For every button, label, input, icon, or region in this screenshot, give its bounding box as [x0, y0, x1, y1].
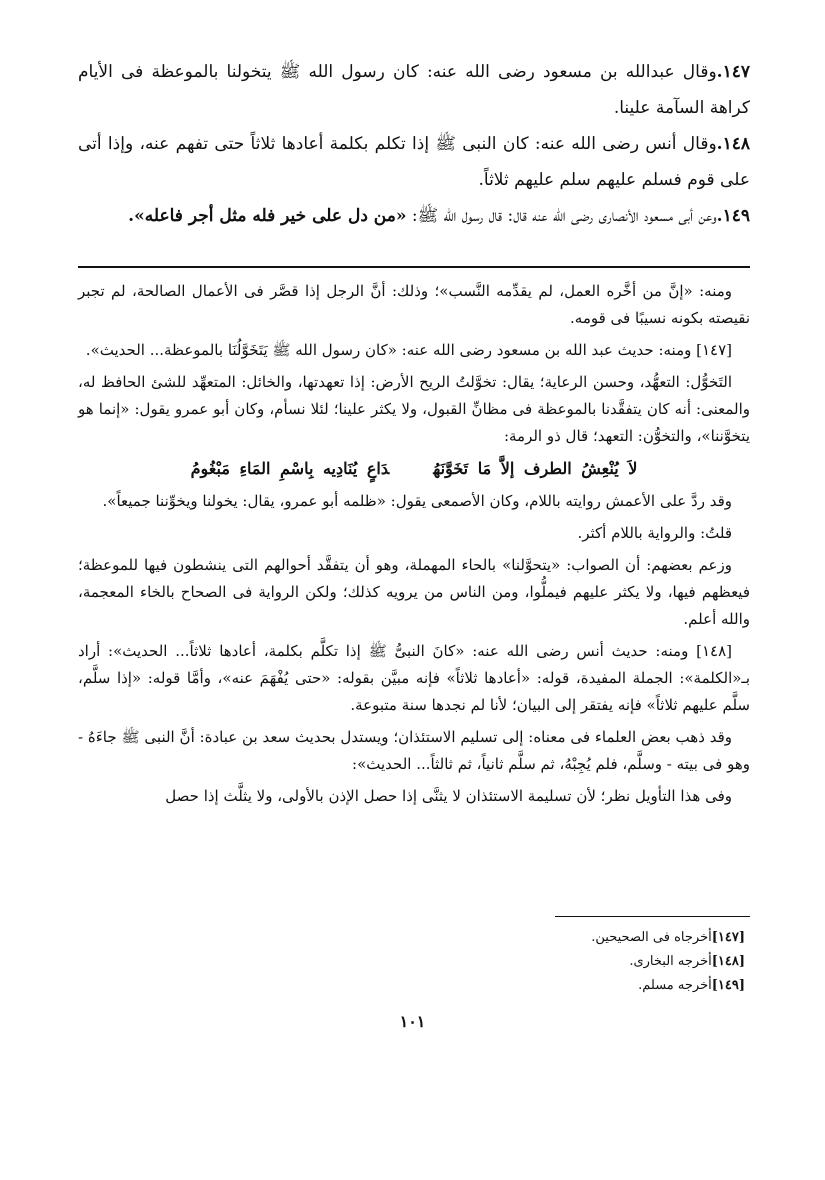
footnote-number: [١٤٩]	[711, 978, 745, 993]
commentary-paragraph: وقد ذهب بعض العلماء فى معناه: إلى تسليم الاستئذان؛ ويستدل بحديث سعد بن عبادة: أنَّ النبى ﷺ جاءَهُ - وهو فى بيته - وسلَّم، فلم يُجِبْهُ، ثم سلَّم ثانياً، ثم ثالثاً... الحديث»:	[78, 728, 750, 773]
poetry-verse	[78, 455, 750, 482]
commentary-paragraph: وزعم بعضهم: أن الصواب: «يتحوَّلنا» بالحاء المهملة، وهو أن يتفقَّد أحوالهم التى ينشطون فيها للموعظة؛ فيعظهم فيها، ولا يكثر عليهم فيملُّوا، ومن الناس من يرويه كذلك؛ ولكن الرواية فى الصحاح بالخاء المعجمة، والله أعلم.	[78, 556, 750, 628]
hadith-text: وعن أبى مسعود الأنصارى رضى الله عنه قال: قال رسول الله ﷺ:	[411, 206, 717, 226]
section-divider	[78, 266, 750, 268]
verse-first-hemistich: لاَ يُنْعِشُ الطرف إلاَّ مَا تَخَوَّنَهُ	[433, 459, 638, 478]
footnote-item	[445, 926, 745, 950]
footnote-text: أخرجاه فى الصحيحين.	[591, 930, 712, 945]
verse-second-hemistich: دَاعٍ يُنَادِيه بِاسْمِ المَاءِ مَبْغُومُ	[190, 459, 390, 478]
commentary-paragraph: وقد ردَّ على الأعمش روايته باللام، وكان الأصمعى يقول: «ظلمه أبو عمرو، يقال: يخولنا ويخوِّننا جميعاً».	[102, 492, 732, 510]
footnote-item	[445, 974, 745, 998]
footnote-item	[445, 950, 745, 974]
commentary-paragraph: قلتُ: والرواية باللام أكثر.	[577, 524, 732, 542]
hadith-number: ١٤٨.	[716, 134, 750, 154]
hadith-number: ١٤٧.	[716, 62, 750, 82]
hadith-147	[78, 54, 750, 126]
hadith-148	[78, 126, 750, 198]
hadith-number: ١٤٩.	[716, 206, 750, 226]
commentary-paragraph: [١٤٧] ومنه: حديث عبد الله بن مسعود رضى الله عنه: «كان رسول الله ﷺ يَتَخَوَّلُنَا بالموعظة... الحديث».	[85, 341, 732, 359]
commentary-paragraph: وفى هذا التأويل نظر؛ لأن تسليمة الاستئذان لا يثنَّى إذا حصل الإذن بالأولى، ولا يثلَّث إذا حصل	[165, 787, 732, 805]
footnote-number: [١٤٨]	[711, 954, 745, 969]
commentary-paragraph: التَخوُّل: التعهُّد، وحسن الرعاية؛ يقال: تخوَّلتُ الريح الأرض: إذا تعهدتها، والخائل: المتعهِّد للشئ الحافظ له، والمعنى: أنه كان يتفقَّدنا بالموعظة فى مظانِّ القبول، ولا يكثر علينا؛ لئلا نسأم، وكان أبو عمرو يقول: «إنما هو يتخوَّننا»، والتخوُّن: التعهد؛ قال ذو الرمة:	[78, 373, 750, 445]
hadith-149	[78, 198, 750, 234]
hadith-text: وقال أنس رضى الله عنه: كان النبى ﷺ إذا تكلم بكلمة أعادها ثلاثاً حتى تفهم عنه، وإذا أتى على قوم فسلم عليهم سلم عليهم ثلاثاً.	[78, 134, 750, 190]
footnote-number: [١٤٧]	[711, 930, 745, 945]
footnote-text: أخرجه البخارى.	[629, 954, 712, 969]
commentary	[78, 278, 750, 815]
page-number: ١٠١	[399, 1012, 426, 1031]
commentary-paragraph: ومنه: «إنَّ من أخَّره العمل، لم يقدِّمه النَّسب»؛ وذلك: أنَّ الرجل إذا قصَّر فى الأعمال الصالحة، لم تجبر نقيصته بكونه نسيبًا فى قومه.	[78, 282, 750, 327]
commentary-paragraph: [١٤٨] ومنه: حديث أنس رضى الله عنه: «كانَ النبىُّ ﷺ إذا تكلَّم بكلمة، أعادها ثلاثاً... الحديث»: أراد بـ«الكلمة»: الجملة المفيدة، قوله: «أعادها ثلاثاً» فإنه مبيَّن بقوله: «حتى يُفْهَمَ عنه»، وأمَّا قوله: «إذا سلَّم، سلَّم عليهم ثلاثاً» فإنه يفتقر إلى البيان؛ لأنا لم نجدها سنة متبوعة.	[78, 642, 750, 714]
footnote-text: أخرجه مسلم.	[638, 978, 712, 993]
footnotes	[445, 926, 745, 998]
footnote-divider	[555, 916, 750, 917]
hadith-quote: «من دل على خير فله مثل أجر فاعله».	[128, 206, 407, 226]
hadith-text: وقال عبدالله بن مسعود رضى الله عنه: كان رسول الله ﷺ يتخولنا بالموعظة فى الأيام كراهة السآمة علينا.	[78, 62, 750, 118]
